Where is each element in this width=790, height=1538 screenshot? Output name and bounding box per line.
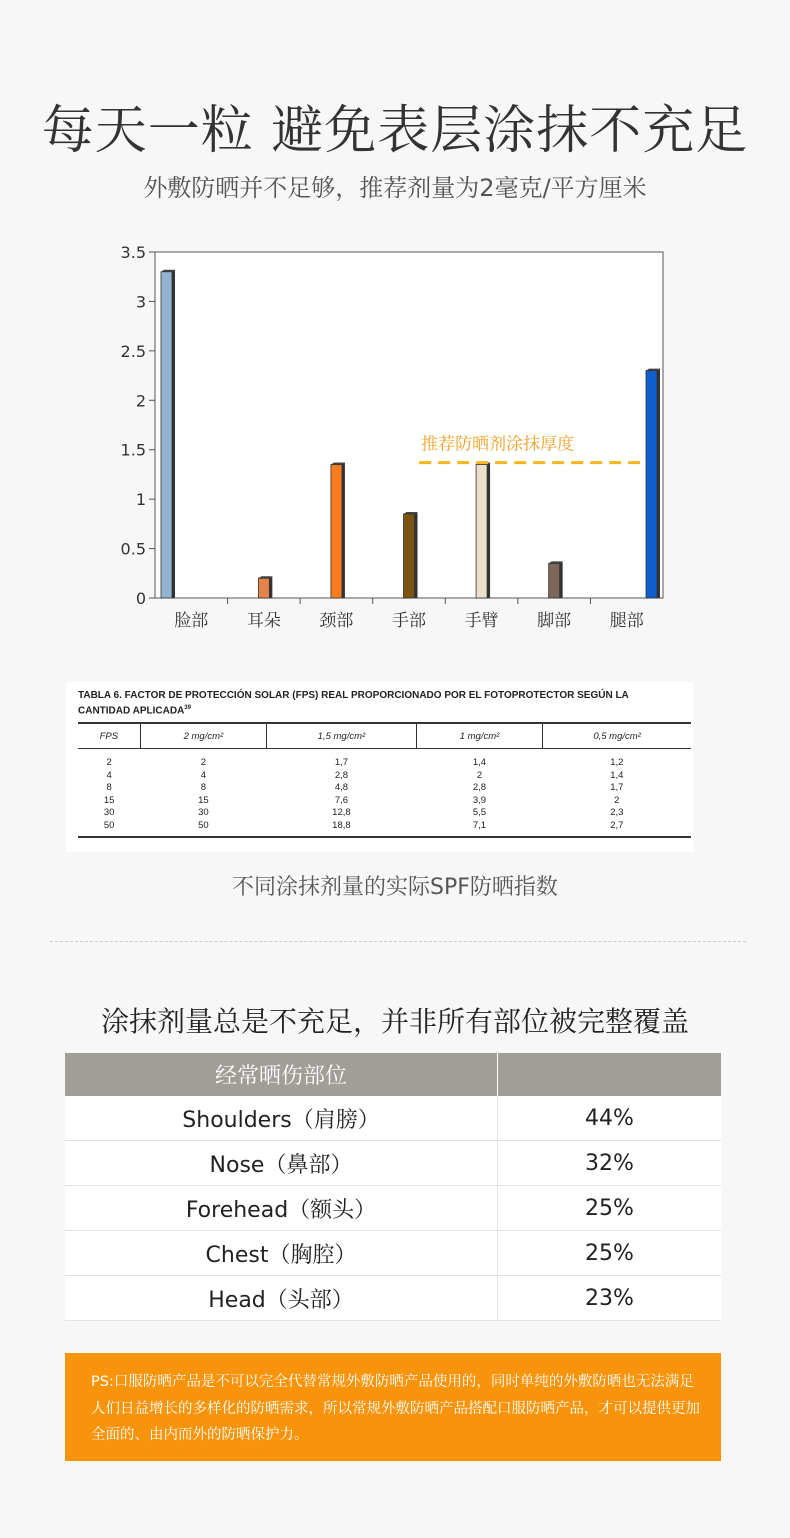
spf-cell: 2 xyxy=(614,794,620,806)
percentage-cell: 25% xyxy=(498,1186,722,1231)
y-tick-label: 0 xyxy=(135,589,146,608)
page-subtitle: 外敷防晒并不足够，推荐剂量为2毫克/平方厘米 xyxy=(143,174,647,202)
y-tick-label: 1.5 xyxy=(120,440,146,460)
spf-cell: 50 xyxy=(78,820,140,838)
spf-cell: 8 xyxy=(200,782,207,794)
x-tick-label: 手部 xyxy=(392,611,426,631)
percentage-cell: 23% xyxy=(498,1276,722,1321)
spf-cell: 2,7 xyxy=(543,820,691,838)
spf-cell: 4 xyxy=(106,769,112,781)
table-row xyxy=(65,1141,721,1186)
spf-header-cell: 1 mg/cm² xyxy=(416,723,542,749)
spf-caption-text: TABLA 6. FACTOR DE PROTECCIÓN SOLAR (FPS) REAL PROPORCIONADO POR EL FOTOPROTECTOR SEGÚN LA CANTIDAD APLICADA xyxy=(78,690,629,717)
bar-side xyxy=(415,512,418,598)
spf-row xyxy=(78,820,691,838)
bar-side xyxy=(487,463,490,598)
spf-cell: 3,9 xyxy=(472,794,487,806)
spf-row xyxy=(78,795,691,808)
spf-header-cell: 1,5 mg/cm² xyxy=(267,723,417,749)
bar-0 xyxy=(161,272,172,598)
bar-side xyxy=(342,463,345,598)
spf-cell: 30 xyxy=(103,807,115,819)
spf-cell: 15 xyxy=(198,794,209,806)
bar-side xyxy=(657,369,660,598)
spf-cell: 18,8 xyxy=(267,820,417,838)
spf-cell: 2,8 xyxy=(472,782,487,794)
bar-side xyxy=(172,270,175,598)
table-row xyxy=(65,1276,721,1321)
spf-cell: 2,8 xyxy=(334,769,349,781)
spf-cell: 2 xyxy=(476,769,483,781)
table-note: 不同涂抹剂量的实际SPF防晒指数 xyxy=(232,875,558,900)
body-part-cell: Forehead（额头） xyxy=(65,1186,498,1231)
table-header-part: 经常晒伤部位 xyxy=(65,1053,498,1096)
dashed-divider xyxy=(50,941,746,942)
spf-row xyxy=(78,807,691,820)
spf-cell: 50 xyxy=(140,820,266,838)
bar-6 xyxy=(646,371,657,598)
y-tick-label: 3 xyxy=(135,292,146,312)
x-tick-label: 腿部 xyxy=(609,611,644,631)
spf-table-image xyxy=(66,682,693,852)
y-tick-label: 3.5 xyxy=(120,243,146,262)
spf-cell: 2 xyxy=(200,757,207,769)
table-row xyxy=(65,1231,721,1276)
spf-header-cell: 0,5 mg/cm² xyxy=(543,723,691,749)
spf-header-cell: FPS xyxy=(78,723,140,749)
y-tick-label: 0.5 xyxy=(120,539,146,559)
spf-cell: 8 xyxy=(106,782,112,794)
spf-grid xyxy=(78,722,691,838)
spf-cell: 4,8 xyxy=(334,782,349,794)
spf-cell: 1,2 xyxy=(610,757,624,769)
spf-table-caption xyxy=(78,690,678,717)
y-tick-label: 2 xyxy=(135,391,146,411)
table-row xyxy=(65,1096,721,1141)
spf-row xyxy=(78,782,691,795)
y-tick-label: 1 xyxy=(135,490,146,510)
page-title: 每天一粒 避免表层涂抹不充足 xyxy=(41,101,749,161)
ps-note: PS:口服防晒产品是不可以完全代替常规外敷防晒产品使用的，同时单纯的外敷防晒也无法满足人们日益增长的多样化的防晒需求，所以常规外敷防晒产品搭配口服防晒产品，才可以提供更加全面的、由内而外的防晒保护力。 xyxy=(65,1353,721,1461)
bar-4 xyxy=(476,465,487,598)
spf-cell: 12,8 xyxy=(332,807,351,819)
body-part-cell: Nose（鼻部） xyxy=(65,1141,498,1186)
bar-side xyxy=(269,576,272,598)
spf-row xyxy=(78,749,691,770)
bar-2 xyxy=(331,465,342,598)
x-tick-label: 耳朵 xyxy=(246,611,281,631)
spf-cell: 1,7 xyxy=(610,782,624,794)
bar-1 xyxy=(258,578,269,598)
spf-cell: 1,4 xyxy=(472,757,487,769)
spf-cell: 15 xyxy=(103,794,115,806)
percentage-cell: 25% xyxy=(498,1231,722,1276)
spf-cell: 1,7 xyxy=(334,757,349,769)
x-tick-label: 脸部 xyxy=(174,611,209,631)
percentage-cell: 32% xyxy=(498,1141,722,1186)
spf-cell: 5,5 xyxy=(472,807,487,819)
spf-header-cell: 2 mg/cm² xyxy=(140,723,266,749)
spf-cell: 30 xyxy=(198,807,209,819)
sunburn-parts-table xyxy=(65,1053,721,1321)
spf-cell: 7,6 xyxy=(334,794,349,806)
body-part-cell: Chest（胸腔） xyxy=(65,1231,498,1276)
spf-cell: 1,4 xyxy=(610,769,624,781)
spf-caption-ref: 39 xyxy=(184,705,191,711)
spf-row xyxy=(78,770,691,783)
y-tick-label: 2.5 xyxy=(120,341,146,361)
bar-chart xyxy=(110,236,690,646)
spf-cell: 4 xyxy=(200,769,207,781)
bar-side xyxy=(560,561,563,598)
x-tick-label: 颈部 xyxy=(319,611,354,631)
x-tick-label: 手臂 xyxy=(464,611,499,631)
spf-cell: 2 xyxy=(106,757,112,769)
percentage-cell: 44% xyxy=(498,1096,722,1141)
body-part-cell: Shoulders（肩膀） xyxy=(65,1096,498,1141)
table-header-pct xyxy=(498,1053,722,1096)
bar-3 xyxy=(404,514,415,598)
body-part-cell: Head（头部） xyxy=(65,1276,498,1321)
reference-line-label: 推荐防晒剂涂抹厚度 xyxy=(421,434,575,455)
spf-cell: 7,1 xyxy=(416,820,542,838)
bar-5 xyxy=(549,563,560,598)
section-title: 涂抹剂量总是不充足，并非所有部位被完整覆盖 xyxy=(100,1005,689,1038)
spf-cell: 2,3 xyxy=(610,807,624,819)
x-tick-label: 脚部 xyxy=(537,611,572,631)
table-row xyxy=(65,1186,721,1231)
